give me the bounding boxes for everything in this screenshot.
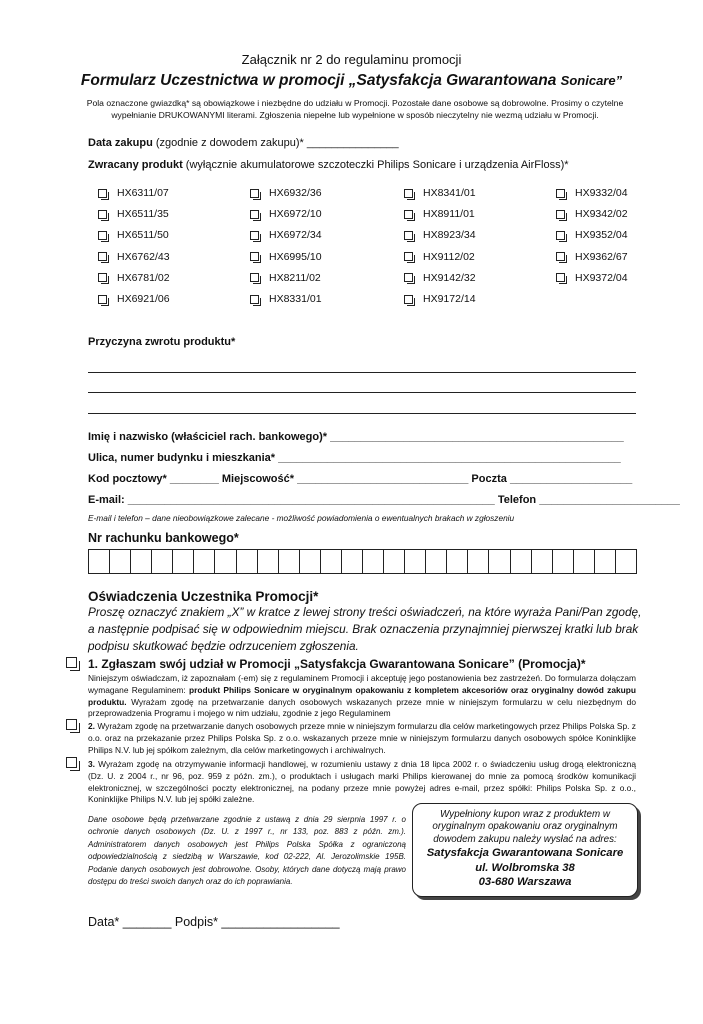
checkbox-icon[interactable] xyxy=(98,273,107,282)
account-digit-cell[interactable] xyxy=(89,550,110,573)
coupon-line-4: Satysfakcja Gwarantowana Sonicare xyxy=(426,847,624,860)
product-code: HX6781/02 xyxy=(117,271,170,284)
product-code: HX6932/36 xyxy=(269,187,322,199)
account-digit-cell[interactable] xyxy=(110,550,131,573)
account-digit-cell[interactable] xyxy=(131,550,152,573)
checkbox-icon[interactable] xyxy=(404,231,413,240)
product-code: HX8341/01 xyxy=(423,187,476,199)
account-digit-cell[interactable] xyxy=(342,550,363,573)
checkbox-icon[interactable] xyxy=(404,273,413,282)
title-brand: Sonicare” xyxy=(560,73,623,88)
product-code: HX8923/34 xyxy=(423,229,476,242)
checkbox-icon[interactable] xyxy=(556,210,565,219)
account-digit-cell[interactable] xyxy=(363,550,384,573)
product-option[interactable] xyxy=(98,229,169,241)
checkbox-icon[interactable] xyxy=(404,252,413,261)
product-code: HX6972/34 xyxy=(269,229,322,242)
product-code: HX8211/02 xyxy=(269,271,321,284)
checkbox-icon[interactable] xyxy=(250,273,259,282)
purchase-date-field[interactable] xyxy=(88,137,399,149)
reason-line-1[interactable] xyxy=(88,372,636,373)
checkbox-icon[interactable] xyxy=(556,189,565,198)
account-digit-cell[interactable] xyxy=(489,550,510,573)
product-code: HX9372/04 xyxy=(575,271,628,284)
instr-bold-text: Brak oznaczenia przynajmniej pierwszej kratki lub brak podpisu skutkować będzie odrzuceniem zgłoszenia. xyxy=(88,622,639,653)
checkbox-icon[interactable] xyxy=(98,252,107,261)
purchase-date-hint: (zgodnie z dowodem zakupu)* _______________ xyxy=(152,137,399,149)
contact-note: E-mail i telefon – dane nieobowiązkowe zalecane - możliwość powiadomienia o ewentualnych brakach w zgłoszeniu xyxy=(88,513,515,523)
product-code: HX6311/07 xyxy=(117,187,169,199)
checkbox-icon[interactable] xyxy=(404,189,413,198)
account-digit-cell[interactable] xyxy=(616,550,636,573)
account-digit-cell[interactable] xyxy=(215,550,236,573)
product-option[interactable] xyxy=(98,251,170,263)
purchase-date-label: Data zakupu xyxy=(88,137,153,149)
product-code: HX6762/43 xyxy=(117,250,170,263)
coupon-line-2: oryginalnym opakowaniu oraz oryginalnym xyxy=(432,821,618,833)
title-main: Formularz Uczestnictwa w promocji „Satysfakcja Gwarantowana xyxy=(80,72,561,89)
account-digit-cell[interactable] xyxy=(595,550,616,573)
d1-text-a: Niniejszym oświadczam, iż zapoznałam (-em) się z regulaminem Promocji i akceptuję jego postanowienia bez zastrzeżeń. Do formularza dołączam wymagane Regulaminem: xyxy=(88,673,636,695)
product-code: HX6921/06 xyxy=(117,293,170,305)
mailing-address-box xyxy=(412,803,638,897)
product-code: HX9332/04 xyxy=(575,187,628,199)
account-digit-cell[interactable] xyxy=(532,550,553,573)
d1-text-c: Wyrażam zgodę na przetwarzanie danych osobowych wskazanych przeze mnie w niniejszym formularzu w celu niezbędnym do przeprowadzenia Programu i mojego w nim udziału, zgodnie z jego Regulaminem xyxy=(88,696,636,719)
email-phone-field[interactable]: E-mail: ____________________________________________________________ Telefon _______________________ xyxy=(88,494,680,506)
product-option[interactable] xyxy=(98,272,170,284)
account-digit-cell[interactable] xyxy=(574,550,595,573)
product-option[interactable] xyxy=(250,251,322,263)
product-option[interactable] xyxy=(556,208,628,220)
account-digit-cell[interactable] xyxy=(553,550,574,573)
checkbox-icon[interactable] xyxy=(250,295,259,304)
account-digit-cell[interactable] xyxy=(300,550,321,573)
product-code: HX6511/35 xyxy=(117,208,169,221)
product-option[interactable] xyxy=(404,272,476,284)
account-digit-cell[interactable] xyxy=(468,550,489,573)
d3-num: 3. xyxy=(88,759,95,769)
product-option[interactable] xyxy=(250,229,322,241)
product-code: HX9142/32 xyxy=(423,271,476,284)
postal-city-field[interactable]: Kod pocztowy* ________ Miejscowość* ____________________________ Poczta ____________________ xyxy=(88,473,633,485)
privacy-notice: Dane osobowe będą przetwarzane zgodnie z ustawą z dnia 29 sierpnia 1997 r. o ochronie danych osobowych (Dz. U. z 1997 r., nr 133, poz. 883 z późn. zm.). Administratorem danych osobowych jest Philips Polska Spółka z ograniczoną odpowiedzialnością z siedzibą w Warszawie, kod 02-222, Al. Jerozolimskie 195B. Podanie danych osobowych jest dobrowolne. Osoby, których dane dotyczą mają prawo dostępu do treści swoich danych oraz do ich poprawiania. xyxy=(88,815,406,887)
declarations-heading: Oświadczenia Uczestnika Promocji* xyxy=(88,589,319,604)
d3-text: Wyrażam zgodę na otrzymywanie informacji handlowej, w rozumieniu ustawy z dnia 18 lipca 2002 r. o świadczeniu usług drogą elektroniczną (Dz. U. z 2004 r., nr 96, poz. 959 z późn. zm.), o produktach i usługach marki Philips kierowanej do mnie za pomocą środków komunikacji elektronicznej, w szczególności poczty elektronicznej, na podany przeze mnie powyżej adres e-mail, przez spółki: Philips Polska Sp. z o.o., Koninklijke Philips N.V. lub jej spółki zależne. xyxy=(88,759,636,805)
account-digit-cell[interactable] xyxy=(405,550,426,573)
checkbox-icon[interactable] xyxy=(98,210,107,219)
checkbox-icon[interactable] xyxy=(556,273,565,282)
coupon-line-3: dowodem zakupu należy wysłać na adres: xyxy=(433,833,617,845)
declaration-3-text xyxy=(88,759,636,806)
name-field[interactable]: Imię i nazwisko (właściciel rach. bankowego)* ________________________________________________ xyxy=(88,431,624,443)
product-field-label xyxy=(88,159,569,171)
product-code: HX9342/02 xyxy=(575,208,628,221)
account-digit-cell[interactable] xyxy=(152,550,173,573)
checkbox-icon[interactable] xyxy=(404,210,413,219)
declaration-2-text xyxy=(88,721,636,756)
account-digit-cell[interactable] xyxy=(279,550,300,573)
coupon-line-5: ul. Wolbromska 38 xyxy=(475,861,575,874)
product-option[interactable] xyxy=(250,208,322,220)
declaration-1-text xyxy=(88,673,636,720)
account-label: Nr rachunku bankowego* xyxy=(88,531,239,545)
declaration-1-checkbox[interactable] xyxy=(66,657,77,668)
account-digit-cell[interactable] xyxy=(173,550,194,573)
product-option[interactable] xyxy=(404,293,476,305)
product-code: HX9352/04 xyxy=(575,229,628,242)
product-option[interactable] xyxy=(98,208,169,220)
date-signature-field[interactable]: Data* _______ Podpis* _________________ xyxy=(88,915,340,929)
street-field[interactable]: Ulica, numer budynku i mieszkania* ________________________________________________________ xyxy=(88,452,621,464)
checkbox-icon[interactable] xyxy=(98,189,107,198)
product-option[interactable] xyxy=(556,251,628,263)
declaration-1-heading: 1. Zgłaszam swój udział w Promocji „Satysfakcja Gwarantowana Sonicare” (Promocja)* xyxy=(88,657,586,671)
product-option[interactable] xyxy=(250,187,322,199)
form-title xyxy=(0,72,703,90)
coupon-line-6: 03-680 Warszawa xyxy=(478,876,572,889)
account-digit-cell[interactable] xyxy=(258,550,279,573)
d1-text-b: produkt Philips Sonicare w oryginalnym opakowaniu z kompletem akcesoriów oraz oryginalny dowód zakupu produktu. xyxy=(88,684,636,707)
account-digit-cell[interactable] xyxy=(447,550,468,573)
checkbox-icon[interactable] xyxy=(556,252,565,261)
d2-num: 2. xyxy=(88,721,95,731)
product-code: HX6995/10 xyxy=(269,250,322,263)
declaration-2-checkbox[interactable] xyxy=(66,719,77,730)
checkbox-icon[interactable] xyxy=(250,189,259,198)
account-digit-cell[interactable] xyxy=(194,550,215,573)
account-digit-cell[interactable] xyxy=(321,550,342,573)
checkbox-icon[interactable] xyxy=(250,231,259,240)
checkbox-icon[interactable] xyxy=(250,252,259,261)
product-option[interactable] xyxy=(556,272,628,284)
d2-text: Wyrażam zgodę na przetwarzanie danych osobowych przeze mnie w niniejszym formularzu dla celów marketingowych przez Philips Polska Sp. z o.o. oraz na przekazanie przez Philips Polska Sp. z o.o. wskazanych przeze mnie w niniejszym formularzu danych osobowych spółce Koninklijke Philips N.V. lub jej spółkom zależnym, dla celów marketingowych i archiwalnych. xyxy=(88,721,636,755)
product-option[interactable] xyxy=(98,187,169,199)
account-number-boxes[interactable] xyxy=(88,549,637,574)
product-code: HX8331/01 xyxy=(269,293,322,305)
product-option[interactable] xyxy=(250,272,321,284)
product-option[interactable] xyxy=(404,187,476,199)
product-option[interactable] xyxy=(404,229,476,241)
product-option[interactable] xyxy=(404,208,475,220)
product-code: HX6511/50 xyxy=(117,229,169,242)
product-code: HX9362/67 xyxy=(575,250,628,263)
instr-plain: Proszę oznaczyć znakiem „X” w kratce z lewej strony treści oświadczeń, na które wyraża Pani/Pan zgodę, a następnie podpisać się w odpowiednim miejscu. xyxy=(88,605,642,636)
intro-line-1: Pola oznaczone gwiazdką* są obowiązkowe i niezbędne do udziału w Promocji. Pozostałe dane osobowe są dobrowolne. Prosimy o czytelne xyxy=(86,98,624,108)
product-option[interactable] xyxy=(556,229,628,241)
checkbox-icon[interactable] xyxy=(98,295,107,304)
intro-line-2: wypełnianie DRUKOWANYMI literami. Zgłoszenia niepełne lub wypełnione w sposób nieczytelny nie wezmą udziału w Promocji. xyxy=(111,110,599,120)
product-option[interactable] xyxy=(250,293,322,305)
declarations-instructions xyxy=(88,604,648,655)
checkbox-icon[interactable] xyxy=(404,295,413,304)
annex-label: Załącznik nr 2 do regulaminu promocji xyxy=(241,52,462,67)
product-code: HX8911/01 xyxy=(423,208,475,221)
checkbox-icon[interactable] xyxy=(250,210,259,219)
coupon-line-1: Wypełniony kupon wraz z produktem w xyxy=(440,809,610,820)
product-code: HX9112/02 xyxy=(423,250,475,263)
declaration-3-checkbox[interactable] xyxy=(66,757,77,768)
reason-label: Przyczyna zwrotu produktu* xyxy=(88,336,236,348)
product-option[interactable] xyxy=(404,251,475,263)
checkbox-icon[interactable] xyxy=(98,231,107,240)
reason-line-3[interactable] xyxy=(88,413,636,414)
account-digit-cell[interactable] xyxy=(511,550,532,573)
product-option[interactable] xyxy=(98,293,170,305)
account-digit-cell[interactable] xyxy=(237,550,258,573)
product-code: HX9172/14 xyxy=(423,293,476,305)
product-grid xyxy=(98,187,658,317)
product-hint: (wyłącznie akumulatorowe szczoteczki Philips Sonicare i urządzenia AirFloss)* xyxy=(182,159,569,171)
product-option[interactable] xyxy=(556,187,628,199)
account-digit-cell[interactable] xyxy=(426,550,447,573)
product-label: Zwracany produkt xyxy=(88,159,183,171)
product-code: HX6972/10 xyxy=(269,208,322,221)
intro-text xyxy=(70,97,640,121)
checkbox-icon[interactable] xyxy=(556,231,565,240)
reason-line-2[interactable] xyxy=(88,392,636,393)
account-digit-cell[interactable] xyxy=(384,550,405,573)
